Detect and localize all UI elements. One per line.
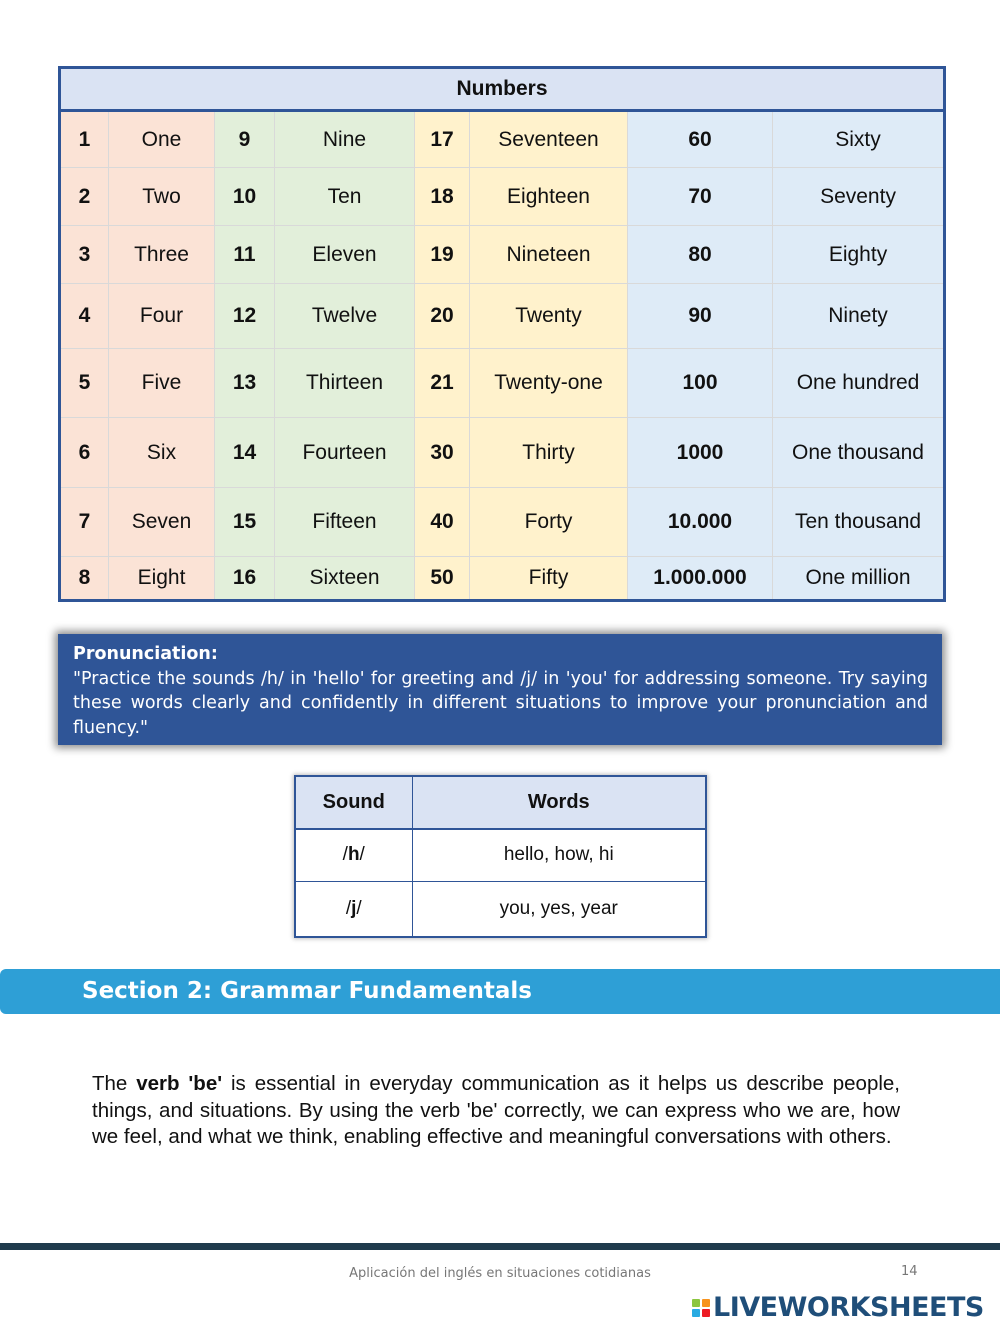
word-cell: Sixteen	[275, 557, 415, 601]
number-cell: 5	[60, 349, 109, 418]
number-cell: 12	[215, 284, 275, 349]
number-cell: 60	[628, 111, 773, 168]
table-row	[60, 168, 945, 226]
number-cell: 30	[415, 418, 470, 488]
number-cell: 11	[215, 226, 275, 284]
number-cell: 9	[215, 111, 275, 168]
word-cell: Two	[109, 168, 215, 226]
word-cell: Four	[109, 284, 215, 349]
number-cell: 90	[628, 284, 773, 349]
number-cell: 80	[628, 226, 773, 284]
table-row	[60, 418, 945, 488]
word-cell: Nine	[275, 111, 415, 168]
number-cell: 17	[415, 111, 470, 168]
pronunciation-text: "Practice the sounds /h/ in 'hello' for greeting and /j/ in 'you' for addressing someone. Try saying these words clearly and confidently in different situations to improve your pronunciation and fluency."	[73, 668, 928, 738]
number-cell: 19	[415, 226, 470, 284]
section-header-band	[0, 969, 1000, 1014]
number-cell: 10	[215, 168, 275, 226]
word-cell: Eleven	[275, 226, 415, 284]
word-cell: One million	[773, 557, 945, 601]
pronunciation-title: Pronunciation:	[73, 644, 218, 664]
word-cell: One	[109, 111, 215, 168]
word-cell: Eight	[109, 557, 215, 601]
word-cell: Ten	[275, 168, 415, 226]
number-cell: 1.000.000	[628, 557, 773, 601]
word-cell: Eighty	[773, 226, 945, 284]
word-cell: Seventy	[773, 168, 945, 226]
word-cell: Ten thousand	[773, 488, 945, 557]
number-cell: 6	[60, 418, 109, 488]
word-cell: Thirty	[470, 418, 628, 488]
number-cell: 4	[60, 284, 109, 349]
table-row	[60, 349, 945, 418]
word-cell: Six	[109, 418, 215, 488]
word-cell: Twenty	[470, 284, 628, 349]
number-cell: 50	[415, 557, 470, 601]
word-cell: One thousand	[773, 418, 945, 488]
number-cell: 7	[60, 488, 109, 557]
number-cell: 1	[60, 111, 109, 168]
table-row	[60, 226, 945, 284]
word-cell: Seven	[109, 488, 215, 557]
footer-divider	[0, 1243, 1000, 1250]
liveworksheets-logo[interactable]	[692, 1292, 984, 1323]
table-row	[60, 557, 945, 601]
word-cell: One hundred	[773, 349, 945, 418]
table-row	[60, 284, 945, 349]
page-number: 14	[901, 1264, 918, 1279]
word-cell: Eighteen	[470, 168, 628, 226]
words-cell: you, yes, year	[412, 881, 706, 937]
number-cell: 100	[628, 349, 773, 418]
number-cell: 70	[628, 168, 773, 226]
table-row	[295, 881, 706, 937]
number-cell: 40	[415, 488, 470, 557]
word-cell: Five	[109, 349, 215, 418]
sound-table	[294, 775, 707, 938]
number-cell: 3	[60, 226, 109, 284]
table-row	[295, 829, 706, 881]
word-cell: Ninety	[773, 284, 945, 349]
word-cell: Forty	[470, 488, 628, 557]
number-cell: 18	[415, 168, 470, 226]
word-cell: Sixty	[773, 111, 945, 168]
word-cell: Nineteen	[470, 226, 628, 284]
footer-text: Aplicación del inglés en situaciones cotidianas	[349, 1266, 651, 1281]
words-cell: hello, how, hi	[412, 829, 706, 881]
word-cell: Twelve	[275, 284, 415, 349]
word-cell: Thirteen	[275, 349, 415, 418]
verb-be-bold: verb 'be'	[136, 1072, 223, 1095]
sound-cell: /h/	[295, 829, 412, 881]
number-cell: 15	[215, 488, 275, 557]
word-cell: Three	[109, 226, 215, 284]
logo-grid-icon	[692, 1299, 710, 1317]
word-cell: Fifteen	[275, 488, 415, 557]
verb-be-paragraph: The verb 'be' is essential in everyday communication as it helps us describe people, things, and situations. By using the verb 'be' correctly, we can express who we are, how we feel, and what we think, enabling effective and meaningful conversations with others.	[92, 1072, 900, 1148]
word-cell: Seventeen	[470, 111, 628, 168]
numbers-table	[58, 66, 946, 602]
number-cell: 16	[215, 557, 275, 601]
words-header: Words	[412, 776, 706, 829]
pronunciation-box	[58, 634, 942, 745]
number-cell: 21	[415, 349, 470, 418]
number-cell: 2	[60, 168, 109, 226]
brand-name: LIVEWORKSHEETS	[713, 1292, 984, 1323]
word-cell: Twenty-one	[470, 349, 628, 418]
word-cell: Fifty	[470, 557, 628, 601]
number-cell: 8	[60, 557, 109, 601]
number-cell: 14	[215, 418, 275, 488]
number-cell: 13	[215, 349, 275, 418]
sound-cell: /j/	[295, 881, 412, 937]
number-cell: 20	[415, 284, 470, 349]
number-cell: 10.000	[628, 488, 773, 557]
word-cell: Fourteen	[275, 418, 415, 488]
number-cell: 1000	[628, 418, 773, 488]
section-title: Section 2: Grammar Fundamentals	[82, 978, 532, 1004]
numbers-table-title: Numbers	[60, 68, 945, 111]
table-row	[60, 111, 945, 168]
sound-header: Sound	[295, 776, 412, 829]
table-row	[60, 488, 945, 557]
